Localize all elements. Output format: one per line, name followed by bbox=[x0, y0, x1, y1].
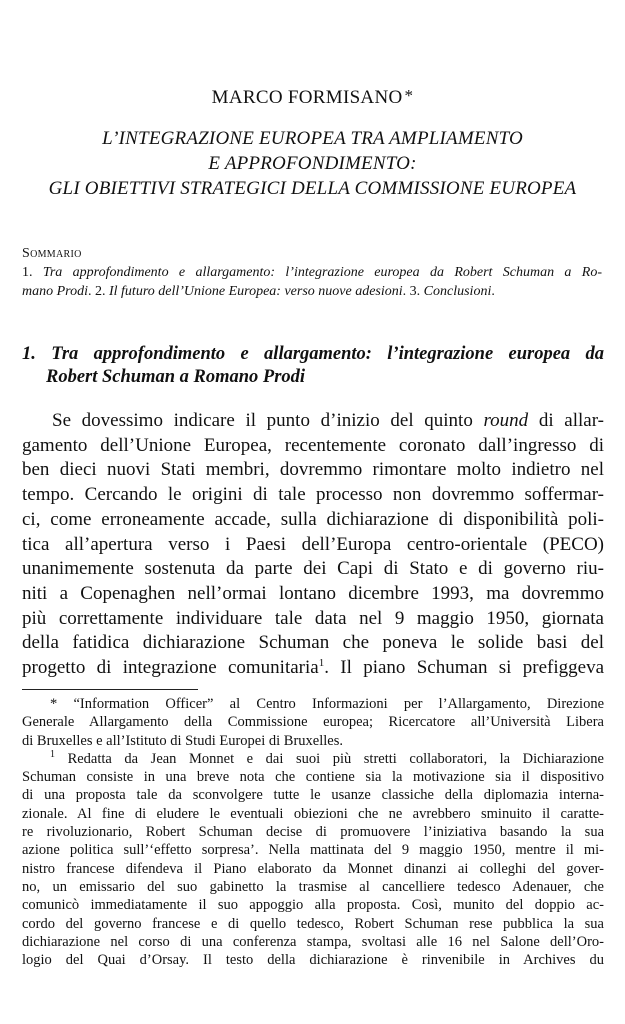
section-heading-line: Robert Schuman a Romano Prodi bbox=[46, 367, 306, 387]
author-name: MARCO FORMISANO bbox=[211, 87, 403, 108]
footnote-line: Schuman consiste in una breve nota che contiene sia la motivazione sia il dispositivo bbox=[22, 769, 604, 786]
paper-title bbox=[0, 126, 625, 201]
footnote-ref[interactable]: 1 bbox=[318, 657, 325, 670]
title-line: L’INTEGRAZIONE EUROPEA TRA AMPLIAMENTO bbox=[102, 128, 523, 149]
sommario-item: Il futuro dell’Unione Europea: verso nuove adesioni bbox=[108, 284, 403, 299]
body-text: . Il piano Schuman si prefiggeva bbox=[324, 657, 604, 679]
footnote-line: Generale Allargamento della Commissione europea; Ricercatore all’Università Libera bbox=[22, 714, 604, 731]
footnote-text: Redatta da Jean Monnet e dai suoi più stretti collaboratori, la Dichiarazione bbox=[55, 750, 604, 767]
sommario-line bbox=[22, 282, 602, 301]
footnote-line: comunicò immediatamente il suo appoggio alla proposta. Così, munito del doppio ac- bbox=[22, 897, 604, 914]
footnote-line: dichiarazione nel corso di una conferenza stampa, svoltasi alle 16 nel Salone dell’Oro- bbox=[22, 933, 604, 950]
sommario-block bbox=[22, 244, 602, 301]
body-line bbox=[22, 409, 604, 434]
title-line: GLI OBIETTIVI STRATEGICI DELLA COMMISSIONE EUROPEA bbox=[48, 178, 577, 199]
body-line: tempo. Cercando le origini di tale processo non dovremmo soffermar- bbox=[22, 484, 604, 506]
footnote-line: azione politica sull’‘effetto sorpresa’. Nella mattinata del 9 maggio 1950, mentre il mi- bbox=[22, 842, 604, 859]
author-line bbox=[0, 86, 625, 109]
footnote-line: di Bruxelles e all’Istituto di Studi Europei di Bruxelles. bbox=[22, 732, 343, 749]
sommario-item: mano Prodi bbox=[22, 284, 88, 299]
section-heading bbox=[22, 343, 604, 389]
body-emphasis: round bbox=[483, 410, 529, 431]
footnote-line: re rivoluzionario, Robert Schuman decise di promuovere l’iniziativa basando la sua bbox=[22, 824, 604, 841]
sommario-label: Sommario bbox=[22, 246, 82, 261]
body-line: della fatidica dichiarazione Schuman che poneva le solide basi del bbox=[22, 632, 604, 654]
footnote-line: * “Information Officer” al Centro Informazioni per l’Allargamento, Direzione bbox=[50, 696, 604, 712]
title-line: E APPROFONDIMENTO: bbox=[208, 153, 417, 174]
body-line: ben dieci nuovi Stati membri, dovremmo rimontare molto indietro nel bbox=[22, 459, 604, 481]
footnote-line bbox=[22, 750, 604, 768]
footnote-number: 1 bbox=[50, 748, 55, 760]
footnote-line: di una proposta tale da sconvolgere tutte le usanze classiche della diplomazia interna- bbox=[22, 787, 604, 804]
body-text: Se dovessimo indicare il punto d’inizio del quinto bbox=[52, 410, 484, 431]
sommario-line bbox=[22, 263, 602, 282]
body-text: di allar- bbox=[528, 410, 604, 431]
body-line bbox=[22, 656, 604, 681]
body-line: tica all’apertura verso i Paesi dell’Europa centro-orientale (PECO) bbox=[22, 533, 604, 555]
footnote-separator bbox=[22, 689, 198, 690]
footnote-line: cordo del governo francese e di quello tedesco, Robert Schuman rese pubblica la sua bbox=[22, 915, 604, 932]
sommario-number: 1. bbox=[22, 265, 33, 280]
footnotes-block bbox=[22, 695, 604, 969]
body-line: ci, come erroneamente accade, sulla dichiarazione di disponibilità poli- bbox=[22, 508, 604, 530]
sommario-end: . bbox=[491, 284, 495, 299]
body-line: più correttamente individuare tale data nel 9 maggio 1950, giornata bbox=[22, 607, 604, 629]
footnote-line: logio del Quai d’Orsay. Il testo della dichiarazione è rinvenibile in Archives du bbox=[22, 952, 604, 969]
author-footnote-mark: * bbox=[404, 86, 414, 105]
sommario-separator: . 2. bbox=[87, 284, 109, 299]
sommario-item: Tra approfondimento e allargamento: l’integrazione europea da Robert Schuman a Ro- bbox=[42, 265, 602, 280]
footnote-line: zionale. Al fine di eludere le eventuali obiezioni che ne avrebbero sminuito il caratte- bbox=[22, 805, 604, 822]
sommario-separator: . 3. bbox=[402, 284, 424, 299]
section-heading-line: 1. Tra approfondimento e allargamento: l’integrazione europea da bbox=[22, 344, 604, 364]
body-line: unanimemente sostenuta da parte dei Capi di Stato e di governo riu- bbox=[22, 558, 604, 580]
body-paragraph bbox=[22, 409, 604, 681]
footnote-line: no, un emissario del suo gabinetto la trasmise al cancelliere tedesco Adenauer, che bbox=[22, 878, 604, 895]
body-line: niti a Copenaghen nell’ormai lontano dicembre 1993, ma dovremmo bbox=[22, 582, 604, 604]
body-line: gamento dell’Unione Europea, recentemente coronato dall’ingresso di bbox=[22, 434, 604, 456]
sommario-item: Conclusioni bbox=[423, 284, 492, 299]
footnote-line: nistro francese difendeva il Piano elaborato da Monnet dinanzi ai colleghi del gover- bbox=[22, 860, 604, 877]
body-text: progetto di integrazione comunitaria bbox=[22, 657, 319, 679]
